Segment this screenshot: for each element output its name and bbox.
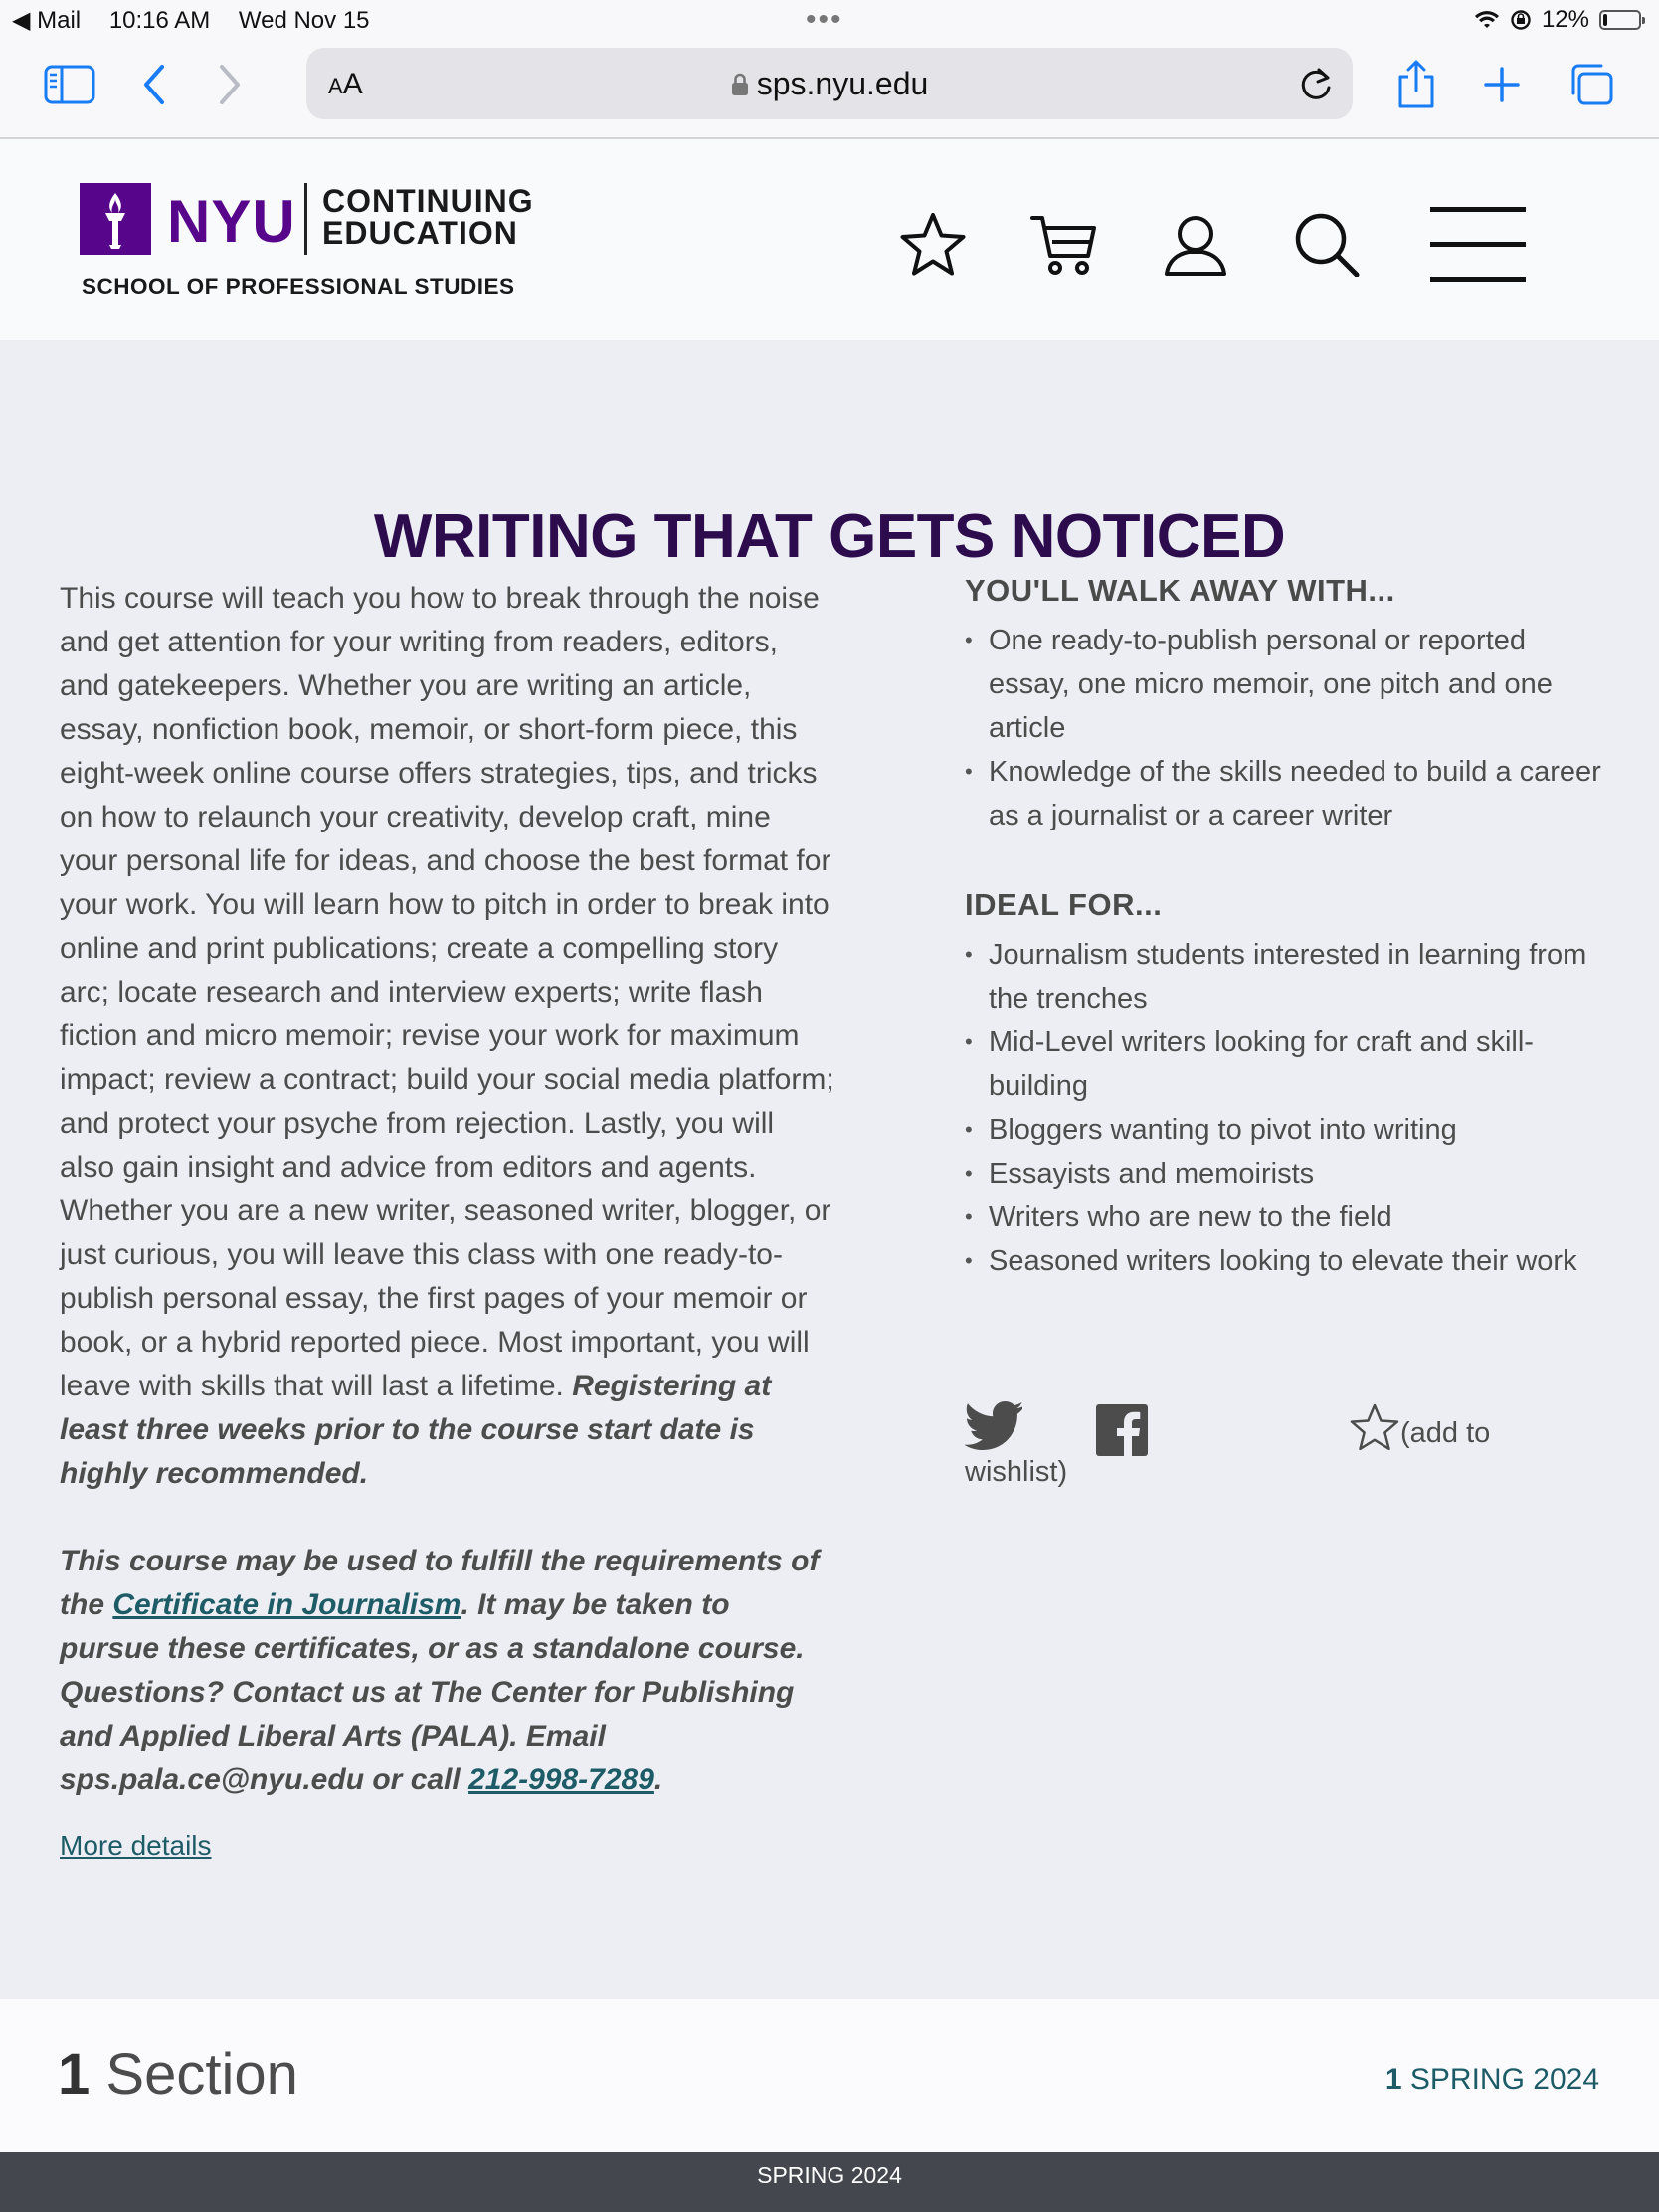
walk-away-heading: YOU'LL WALK AWAY WITH... — [965, 573, 1395, 608]
description-paragraph: This course will teach you how to break through the noise and get attention for your writing from readers, editors, and gatekeepers. Whether you are writing an article, essay, nonfiction book, memoir, or short-form piece, this eight-week online course offers strategies, tips, and tricks on how to relaunch your creativity, develop craft, mine your personal life for ideas, and choose the best format for your work. You will learn how to pitch in order to break into online and print publications; create a compelling story arc; locate research and interview experts; write flash fiction and micro memoir; revise your work for maximum impact; review a contract; build your social media platform; and protect your psyche from rejection. Lastly, you will also gain insight and advice from editors and agents. Whether you are a new writer, seasoned writer, blogger, or just curious, you will leave this class with one ready-to-publish personal essay, the first pages of your memoir or book, or a hybrid reported piece. Most important, you will leave with skills that will last a lifetime. Registering at least three weeks prior to the course start date is highly recommended. — [60, 582, 834, 1490]
search-icon[interactable] — [1287, 205, 1367, 284]
facebook-icon[interactable] — [1096, 1404, 1148, 1464]
nyu-torch-icon — [80, 183, 151, 255]
status-time: 10:16 AM — [108, 7, 211, 34]
walk-away-list — [965, 619, 1601, 837]
list-item: • One ready-to-publish personal or reported essay, one micro memoir, one pitch and one article — [965, 619, 1601, 750]
list-item: • Essayists and memoirists — [965, 1152, 1601, 1196]
section-count: 1 Section — [58, 2042, 298, 2107]
wishlist-star-icon[interactable] — [1349, 1402, 1400, 1454]
forward-arrow-icon[interactable] — [201, 60, 261, 109]
list-item: • Bloggers wanting to pivot into writing — [965, 1108, 1601, 1152]
account-icon[interactable] — [1156, 205, 1235, 284]
wishlist-label-part2[interactable]: wishlist) — [965, 1456, 1068, 1488]
logo-school-text: SCHOOL OF PROFESSIONAL STUDIES — [82, 275, 515, 299]
wishlist-star-icon[interactable] — [893, 205, 973, 284]
status-date: Wed Nov 15 — [238, 7, 370, 34]
logo-divider — [304, 183, 307, 255]
course-highlights — [965, 573, 1601, 1283]
course-description — [60, 577, 835, 1868]
menu-hamburger-icon[interactable] — [1428, 205, 1528, 284]
certificate-journalism-link[interactable]: Certificate in Journalism — [112, 1588, 461, 1621]
battery-icon — [1599, 10, 1641, 30]
wishlist-label-part1[interactable]: (add to — [1400, 1417, 1491, 1449]
text-size-button[interactable]: AA — [328, 68, 363, 100]
new-tab-icon[interactable] — [1472, 60, 1532, 109]
phone-link[interactable]: 212-998-7289 — [468, 1763, 654, 1796]
battery-percent: 12% — [1541, 6, 1589, 33]
term-header-bar: SPRING 2024 — [0, 2152, 1659, 2212]
reload-icon[interactable] — [1297, 64, 1335, 108]
registration-note: Registering at least three weeks prior to the course start date is highly recommended. — [60, 1370, 772, 1490]
status-bar — [0, 0, 1659, 40]
wifi-icon — [1474, 10, 1500, 30]
logo-nyu-text: NYU — [167, 188, 296, 255]
twitter-icon[interactable] — [965, 1400, 1022, 1458]
share-icon[interactable] — [1386, 60, 1446, 109]
address-bar[interactable] — [306, 48, 1353, 119]
url-display[interactable]: sps.nyu.edu — [306, 66, 1353, 102]
list-item: • Mid-Level writers looking for craft and skill-building — [965, 1020, 1601, 1108]
course-title: WRITING THAT GETS NOTICED — [373, 501, 1286, 571]
orientation-lock-icon — [1510, 9, 1532, 31]
sidebar-toggle-icon[interactable] — [40, 60, 99, 109]
browser-toolbar — [0, 40, 1659, 139]
logo-unit-text: CONTINUING EDUCATION — [322, 183, 534, 251]
certificate-paragraph: This course may be used to fulfill the requirements of the Certificate in Journalism. It may be taken to pursue these certificates, or as a standalone course. Questions? Contact us at The Center for Publishing and Applied Liberal Arts (PALA). Email sps.pala.ce@nyu.edu or call 212-998-7289. — [60, 1545, 820, 1796]
back-arrow-icon[interactable] — [123, 60, 183, 109]
list-item: • Writers who are new to the field — [965, 1196, 1601, 1239]
list-item: • Knowledge of the skills needed to build a career as a journalist or a career writer — [965, 750, 1601, 837]
sections-summary — [0, 1999, 1659, 2152]
multitasking-dots-icon[interactable]: ••• — [806, 3, 843, 36]
share-and-wishlist — [965, 1400, 1601, 1500]
lock-icon — [731, 73, 749, 96]
cart-icon[interactable] — [1024, 205, 1104, 284]
ideal-for-list — [965, 933, 1601, 1283]
tabs-overview-icon[interactable] — [1562, 60, 1621, 109]
list-item: • Journalism students interested in learning from the trenches — [965, 933, 1601, 1020]
battery-level — [1603, 14, 1607, 26]
term-filter[interactable]: 1 SPRING 2024 — [1384, 2063, 1599, 2096]
add-to-wishlist[interactable] — [1349, 1402, 1490, 1454]
more-details-link[interactable]: More details — [60, 1830, 212, 1861]
site-header — [0, 139, 1659, 340]
back-to-mail-link[interactable]: ◀ Mail — [12, 7, 82, 34]
ideal-for-heading: IDEAL FOR... — [965, 887, 1163, 922]
list-item: • Seasoned writers looking to elevate their work — [965, 1239, 1601, 1283]
